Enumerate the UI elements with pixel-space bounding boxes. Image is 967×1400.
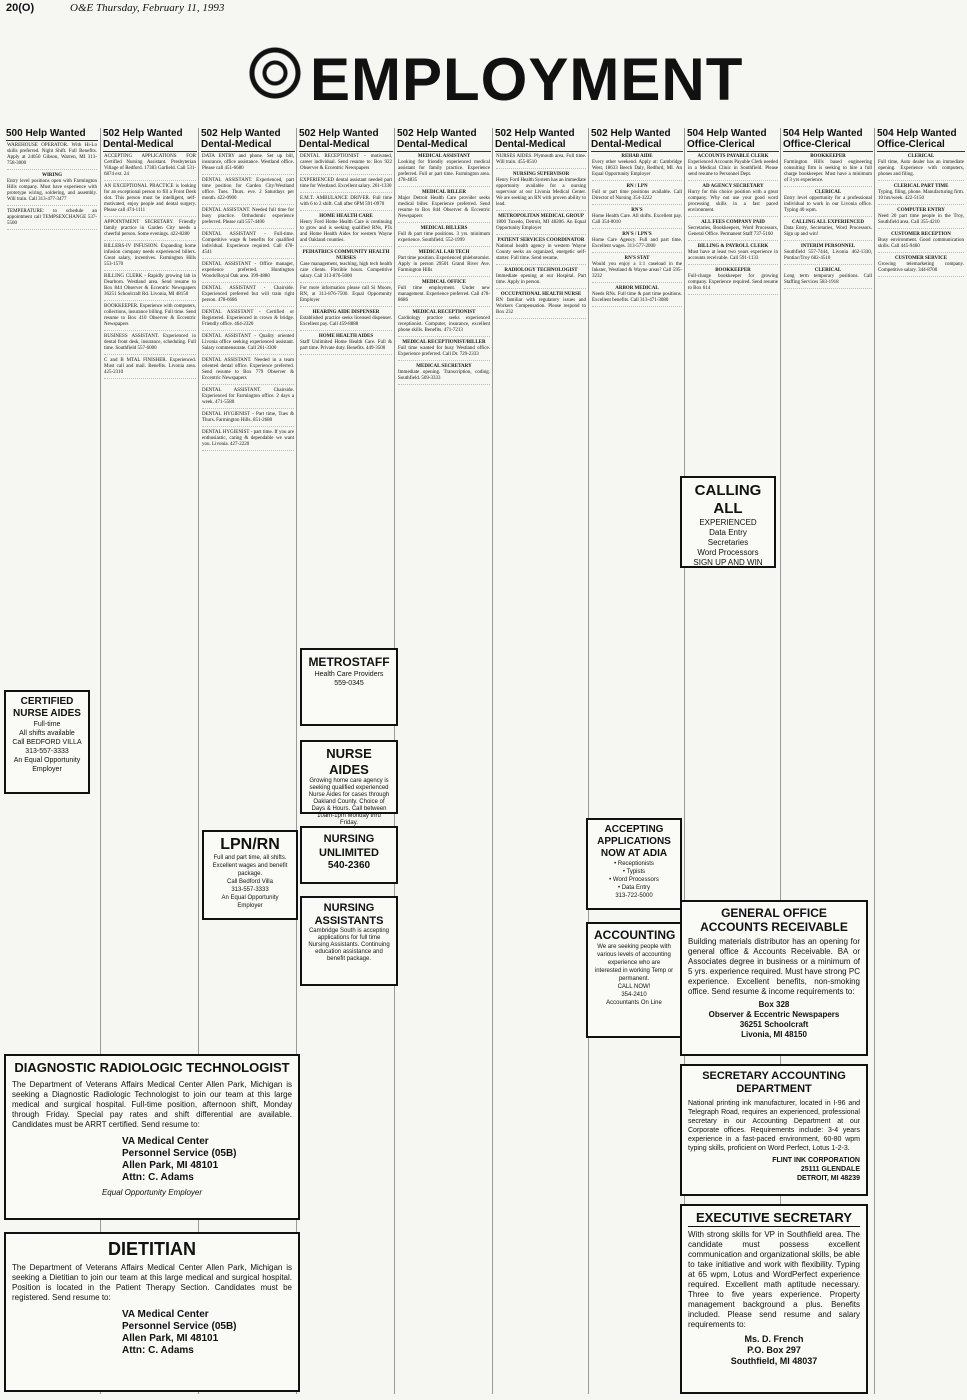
ad-line: Livonia, MI 48150 [741,1030,807,1039]
ad-line: An Equal Opportunity Employer [13,757,81,773]
classified-ad [300,178,392,193]
column-heading: 504 Help Wanted Office-Clerical [783,128,873,152]
classified-ad [104,154,196,181]
ad-line: CALL NOW! [617,984,651,990]
ad-line: Data Entry [709,528,747,537]
ad-title: CERTIFIED NURSE AIDES [13,696,81,719]
ad-heading: PATIENT SERVICES COORDINATOR [497,238,585,243]
ad-heading: CLERICAL [907,154,935,159]
ad-text: Experienced Accounts Payable Clerk needed in a Medical Clinic in Southfield. Please send resume to Personnel Dept. [688,160,778,177]
ad-lines [688,518,768,568]
ad-text: Full-charge bookkeeper for growing company. Experience required. Send resume to Box 614 [688,274,778,291]
ad-body: National printing ink manufacturer, located in I-96 and Telegraph Road, requires an experienced, professional secretary in our Accounting Department at our Corporate offices. Requirements include: 3-4 years experience in a fast-paced environment, 60-80 wpm typing skills, proficient on Word Perfect, Lotus 1-2-3. [688,1100,860,1152]
classified-ad [300,250,392,283]
ad-text: BILLING CLERK - Rapidly growing lab in Dearborn. Westland area. Send resume to Box 844 Observer & Eccentric Newspapers 36251 Schoolcraft Rd. Livonia, MI 48150 [104,274,196,297]
ad-heading: ARBOR MEDICAL [615,286,659,291]
classified-ad [202,310,294,331]
classified-ad [7,143,97,170]
ad-address [688,1156,860,1183]
ad-heading: METROPOLITAN MEDICAL GROUP [498,214,584,219]
column-heading: 502 Help Wanted Dental-Medical [397,128,491,152]
ad-line: FLINT INK CORPORATION [772,1157,860,1164]
ad-line: Personnel Service (05B) [122,1148,237,1159]
ad-heading: CLERICAL [814,268,842,273]
ad-text: DENTAL RECEPTIONIST - motivated, career individual. Send resume to: Box 922 Observer & Eccentric Newspapers [300,154,392,171]
ad-text: Data Entry, Secretaries, Word Processors. Sign up and win! [784,226,872,237]
ad-heading: HEARING AIDE DISPENSER [312,310,380,315]
ad-nurse-aides [300,740,398,826]
ad-body: Building materials distributor has an opening for general office & Accounts Receivable. BA or Associates degree in business or a minimum of 5 yrs. experience required. Must have strong PC experience. Excellent benefits, non-smoking office. Send resume & income requirements to: [688,937,860,996]
ad-heading: RN'S STAT [624,256,650,261]
ad-lines [308,928,390,963]
column-heading: 502 Help Wanted Dental-Medical [591,128,683,152]
ad-line: Attn: C. Adams [122,1172,194,1183]
ad-heading: INTERIM PERSONNEL [800,244,856,249]
ad-heading: CLERICAL [814,190,842,195]
ad-text: Entry level positions open with Farmington Hills company. Must have experience with prototype wiring, soldering, and assembly. Will train. Call 313-477-3477 [7,179,97,202]
ad-text: Must have at least two years experience in accounts receivable. Call 591-1133 [688,250,778,261]
ad-heading: MEDICAL SECRETARY [416,364,472,369]
handshake-logo-icon [248,46,308,106]
classified-ad [7,173,97,206]
ad-text: Hurry for this choice position with a great company. Why not use your good word processing skills in a fast paced environment. [688,190,778,213]
classified-column [492,128,589,1394]
classified-column [394,128,493,1394]
ad-lines [594,943,674,1007]
ad-line: EXPERIENCED [699,518,757,527]
ad-metrostaff [300,648,398,726]
classified-ad [688,244,778,265]
ad-address [688,1334,860,1367]
ad-calling-all [680,476,776,568]
ad-text: DENTAL ASSISTANT. Chairside. Experienced for Farmington office. 2 days a week. 471-5580 [202,388,294,405]
ad-lines [594,860,674,900]
ad-text: Long term temporary positions. Call Staffing Services 583-1918 [784,274,872,285]
ad-nursing-assistants [300,896,398,986]
classified-ad [104,304,196,331]
ad-heading: MEDICAL BILLER [421,190,467,195]
ad-text: DENTAL ASSISTANT. Needed full time for busy practice. Orthodontic experience preferred. Please call 557-4400 [202,208,294,225]
classified-ad [592,208,682,229]
ad-line: Attn: C. Adams [122,1345,194,1356]
ad-line: We are seeking people with various levels of accounting experience who are interested in working Temp or permanent. [594,944,674,982]
ad-heading: RADIOLOGY TECHNOLOGIST [504,268,578,273]
ad-text: DATA ENTRY and phone. Set up bill, insurance, office assistance. Westland office. Please call 451-6680 [202,154,294,171]
ad-text: Busy environment. Good communication skills. Call 445-9460 [878,238,964,249]
ad-heading: MEDICAL RECEPTIONIST/BILLER [402,340,486,345]
ad-line: Box 328 [758,1000,790,1009]
ad-line: Call Bedford Villa [227,879,273,885]
ad-secretary-accounting [680,1064,868,1196]
classified-ad [878,208,964,229]
ad-text: Henry Ford Health System has an immediate opportunity available for a nursing supervisor at our Livonia Medical Center. We are seeking an RN with proven ability to lead. [496,178,586,207]
ad-line: 354-2410 [621,992,647,998]
classified-ad [496,214,586,235]
ad-title: METROSTAFF [308,655,390,669]
ad-lines [308,860,390,872]
column-heading: 502 Help Wanted Dental-Medical [495,128,587,152]
ad-text: DENTAL ASSISTANT - Certified or Registered. Experienced in crown & bridge. Friendly office. 464-2320 [202,310,294,327]
ad-text: Entry level opportunity for a professional individual to work in our Livonia office. Typing 40 wpm. [784,196,872,213]
ad-text: Secretaries, Bookkeepers, Word Processors, General Office. Permanent Staff 737-5160 [688,226,778,237]
ad-line: DETROIT, MI 48239 [796,1175,860,1182]
ad-line: • Word Processors [609,877,659,883]
ad-text: WAREHOUSE OPERATOR. With Hi-Lo skills preferred. Night Shift. Full Benefits. Apply at 24050 Gibson, Warren, MI 313-758-3000 [7,143,97,166]
column-heading: 502 Help Wanted Dental-Medical [201,128,295,152]
ad-lines [12,720,82,774]
ad-text: Typing, filing, phone. Manufacturing firm. 10 hrs/week. 422-5150 [878,190,964,201]
ad-text: For more information please call Si Moore, RN, at 313-876-7500. Equal Opportunity Employer [300,286,392,303]
ad-line: Word Processors [697,548,759,557]
ad-line: An Equal Opportunity Employer [221,895,279,909]
ad-line: 313-722-5000 [615,893,653,899]
ad-certified-nurse [4,690,90,794]
classified-ad [202,430,294,451]
ad-text: Henry Ford Home Health Care is continuing to grow and is seeking qualified RNs, PTs and Home Health Aides for western Wayne and Oakland counties. [300,220,392,243]
ad-line: Accountants On Line [606,1000,662,1006]
ad-line: 559-0345 [334,680,364,687]
ad-title: NURSING UNLIMITED [319,833,379,859]
ad-text: Case management, teaching, high tech health care clients. Flexible hours. Competitive salary. Call 313-876-5000 [300,262,392,279]
classified-ad [784,244,872,265]
classified-ad [104,184,196,217]
ad-title: DIETITIAN [108,1239,196,1259]
ad-text: APPOINTMENT SECRETARY. Friendly family practice in Garden City needs a cheerful person. Some evenings. 422-8280 [104,220,196,237]
ad-heading: OCCUPATIONAL HEALTH NURSE [500,292,582,297]
page-header [0,0,872,16]
ad-line: 36251 Schoolcraft [739,1020,809,1029]
classified-ad [104,334,196,355]
ad-heading: COMPUTER ENTRY [897,208,945,213]
ad-text: Home Care Agency. Full and part time. Excellent wages. 313-577-2000 [592,238,682,249]
classified-ad [398,250,490,277]
ad-heading: PEDIATRICS COMMUNITY HEALTH NURSES [302,250,390,261]
classified-ad [398,226,490,247]
ad-line: VA Medical Center [122,1309,209,1320]
ad-heading: CUSTOMER SERVICE [894,256,948,261]
ad-lines [308,670,390,688]
ad-general-office [680,900,868,1056]
classified-ad [300,214,392,247]
ad-heading: CALLING ALL EXPERIENCED [792,220,864,225]
dateline: O&E Thursday, February 11, 1993 [70,2,225,14]
ad-text: Needs RNs. Full time & part time positions. Excellent benefits. Call 313-471-3080 [592,292,682,303]
classified-ad [202,388,294,409]
ad-text: E.M.T. AMBULANCE DRIVER. Full time with 6 to 2 shift. Call after 6PM 591-0970 [300,196,392,207]
ad-accounting [586,922,682,1038]
ad-text: NURSES AIDES. Plymouth area. Full time. Will train. 455-0510 [496,154,586,165]
ad-address [122,1309,292,1357]
ad-title: LPN/RN [220,836,280,853]
classified-ad [496,268,586,289]
ad-text: Cardiology practice seeks experienced receptionist. Computer, insurance, excellent phone skills. Benefits. 471-7213 [398,316,490,333]
ad-heading: REHAB AIDE [621,154,653,159]
ad-heading: CUSTOMER RECEPTION [891,232,951,237]
ad-dietitian [4,1232,300,1392]
ad-title: CALLING ALL [694,482,762,517]
classified-ad [104,220,196,241]
ad-line: Growing home care agency is seeking qualified experienced Nurse Aides for cases through Oakland County. Choice of Days & Hours. Call between 10am-1pm Monday thru Friday. [308,778,390,826]
ad-text: DENTAL ASSISTANT - Full-time. Competitive wage & benefits for qualified individual. Experience required. Call 478-4541 [202,232,294,255]
classified-ad [202,358,294,385]
column-heading: 502 Help Wanted Dental-Medical [299,128,393,152]
ad-text: Home Health Care. All shifts. Excellent pay. Call 354-0010 [592,214,682,225]
ad-title: DIAGNOSTIC RADIOLOGIC TECHNOLOGIST [14,1060,290,1075]
ad-heading: ACCOUNTS PAYABLE CLERK [697,154,769,159]
classified-ad [300,310,392,331]
ad-text: DENTAL ASSISTANT - Office manager, experience preferred. Huntington Woods/Royal Oak area. 399-4880 [202,262,294,279]
ad-line: • Typists [622,869,646,875]
ad-heading: NURSING SUPERVISOR [512,172,570,177]
ad-text: Farmington Hills based engineering consulting firm is seeking to hire a full charge bookkeeper. Must have a minimum of 3 yrs experience. [784,160,872,183]
classified-ad [878,154,964,181]
classified-ad [202,262,294,283]
ad-line: All shifts available [19,730,75,737]
page-number: 20(O) [6,2,35,14]
ad-text: AN EXCEPTIONAL PRACTICE is looking for an exceptional person to fill a Front Desk slot. This person must be intelligent, self-motivated, enjoy people and dental surgery. Please call 474-1111 [104,184,196,213]
ad-line: Cambridge South is accepting applications for full time Nursing Assistants. Continuing education assistance and benefit package. [308,928,390,962]
ad-heading: MEDICAL OFFICE [421,280,467,285]
ad-text: Major Detroit Health Care provider seeks medical biller. Experience preferred. Send resume to Box 844 Observer & Eccentric Newspapers [398,196,490,219]
ad-line: P.O. Box 297 [747,1345,801,1355]
ad-heading: MEDICAL BILLERS [420,226,468,231]
classified-ad [398,364,490,385]
classified-ad [104,358,196,379]
ad-text: Part time position. Experienced phlebotomist. Apply in person 29501 Grand River Ave. Farmington Hills [398,256,490,273]
ad-line: Ms. D. French [744,1334,804,1344]
ad-text: BILLERS-IV INFUSION. Expanding home infusion company needs experienced billers. Great salary, incentives. Farmington Hills 553-1570 [104,244,196,267]
ad-heading: MEDICAL ASSISTANT [417,154,471,159]
ad-title: ACCOUNTING [594,928,676,942]
classified-ad [688,268,778,295]
classified-column [588,128,685,1394]
classified-ad [104,244,196,271]
ad-title: SECRETARY ACCOUNTING DEPARTMENT [702,1070,846,1095]
classified-ad [398,280,490,307]
ad-accepting-applications [586,818,682,910]
classified-ad [202,154,294,175]
classified-ad [878,184,964,205]
ad-text: TEMPERATURE: to schedule an appointment call TEMPSEXCHANGE 537-5500 [7,209,97,226]
ad-line: Southfield, MI 48037 [730,1356,818,1366]
column-heading: 502 Help Wanted Dental-Medical [103,128,197,152]
classified-ad [496,172,586,211]
ad-text: BUSINESS ASSISTANT. Experienced in dental front desk, insurance, scheduling. Full time. Southfield 557-6000 [104,334,196,351]
classified-ad [202,412,294,427]
ad-line: Allen Park, MI 48101 [122,1160,219,1171]
ad-title: NURSING ASSISTANTS [314,902,384,927]
ad-heading: RN / LPN [626,184,648,189]
classified-ad [784,268,872,289]
ad-line: • Receptionists [614,861,654,867]
ad-lines [308,778,390,827]
ad-line: Full and part time, all shifts. Excellent wages and benefit package. [212,855,288,877]
ad-text: DENTAL ASSISTANT - Chairside. Experienced preferred but will train right person. 478-6686 [202,286,294,303]
ad-line: Allen Park, MI 48101 [122,1333,219,1344]
ad-text: Looking for friendly experienced medical assistant for family practice. Experience preferred. Full or part time. Farmington area. 478-4835 [398,160,490,183]
ad-line: 25111 GLENDALE [800,1166,860,1173]
ad-text: Staff Unlimited Home Health Care. Full & part time. Private duty. Benefits. 449-3500 [300,340,392,351]
ad-text: Established practice seeks licensed dispenser. Excellent pay. Call 459-8888 [300,316,392,327]
classified-ad [202,178,294,205]
ad-line: 540-2360 [327,860,371,871]
classified-ad [398,310,490,337]
section-banner [0,36,872,124]
ad-line: Secretaries [707,538,749,547]
ad-text: National health agency in western Wayne County seeks an organized, energetic self-starter. Full time. Send resume. [496,244,586,261]
ad-line: Observer & Eccentric Newspapers [708,1010,840,1019]
ad-text: DENTAL HYGIENIST - part time. If you are enthusiastic, caring & dependable we want you. Livonia. 427-2220 [202,430,294,447]
ad-heading: ALL FEES COMPANY PAID [701,220,765,225]
classified-ad [7,209,97,230]
ad-text: DENTAL ASSISTANT. Needed in a team oriented dental office. Experience preferred. Send resume to Box 779 Observer & Eccentric Newspapers [202,358,294,381]
ad-heading: CLERICAL PART TIME [893,184,949,189]
classified-ad [398,154,490,187]
ad-heading: HOME HEALTH CARE [319,214,373,219]
ad-title: ACCEPTING APPLICATIONS NOW AT ADIA [597,824,671,859]
ad-text: Immediate opening. Transcription, coding. Southfield. 569-3333 [398,370,490,381]
classified-ad [202,286,294,307]
classified-ad [878,256,964,277]
classified-ad [398,190,490,223]
ad-heading: MEDICAL RECEPTIONIST [412,310,476,315]
ad-lpn-rn [202,830,298,920]
ad-text: DENTAL ASSISTANT. Experienced, part time position for Garden City/Westland office. Tues. Thurs. eve. 2 Saturdays per month. 422-0900 [202,178,294,201]
ad-heading: AD AGENCY SECRETARY [702,184,764,189]
classified-ad [398,340,490,361]
ad-title: GENERAL OFFICE ACCOUNTS RECEIVABLE [700,906,848,934]
ad-line: 313-557-3333 [231,887,269,893]
ad-line: VA Medical Center [122,1136,209,1147]
ad-text: Need 20 part time people in the Troy, Southfield area. Call 355-4210 [878,214,964,225]
ad-text: C and B MTAL FINISHER. Experienced. Must call and mail. Benefits. Livonia area. 425-2310 [104,358,196,375]
ad-text: Full time employment. Under new management. Experience preferred. Call 478-8686 [398,286,490,303]
ad-body: The Department of Veterans Affairs Medical Center Allen Park, Michigan is seeking a Diagnostic Radiologic Technologist to join our team at this large medical and surgical hospital. Full-time position, afternoon shift, Monday through Friday. Special pay rates and shift differential are available. Candidates must be ARRT certified. Send resume to: [12,1080,292,1129]
classified-ad [784,154,872,187]
classified-ad [592,184,682,205]
classified-ad [202,232,294,259]
ad-text: BOOKKEEPER. Experience with computers, collections, insurance billing. Full time. Send resume to Box 410 Observer & Eccentric Newspapers [104,304,196,327]
ad-text: Would you enjoy a 1:1 caseload in the Inkster, Westland & Wayne areas? Call 595-3232 [592,262,682,279]
ad-text: Full time wanted for busy Westland office. Experience preferred. Call Dr. 729-2333 [398,346,490,357]
ad-text: DENTAL HYGIENIST - Part time, Tues & Thurs. Farmington Hills. 851-2680 [202,412,294,423]
classified-ad [784,220,872,241]
ad-heading: BOOKKEEPER [810,154,846,159]
ad-text: Full or part time positions available. Call Director of Nursing 354-3222 [592,190,682,201]
classified-ad [784,190,872,217]
ad-text: Full & part time positions. 3 yrs. minimum experience. Southfield. 552-1999 [398,232,490,243]
ad-line: Full-time [33,721,61,728]
ad-text: EXPERIENCED dental assistant needed part time for Westland. Excellent salary. 261-1330 [300,178,392,189]
classified-ad [592,286,682,307]
column-heading: 504 Help Wanted Office-Clerical [687,128,779,152]
ad-line: SIGN UP AND WIN [693,558,763,567]
classified-ad [300,154,392,175]
classified-ad [202,208,294,229]
ad-heading: RN'S / LPN'S [622,232,652,237]
ad-address [688,1000,860,1040]
ad-line: Personnel Service (05B) [122,1321,237,1332]
classified-ad [496,154,586,169]
ad-line: Call BEDFORD VILLA [12,739,82,746]
ad-body: The Department of Veterans Affairs Medical Center Allen Park, Michigan is seeking a Dietitian to join our team at this large medical and surgical hospital. Position is located in the Patient Therapy Section. Candidates must be registered. Send resume to: [12,1263,292,1302]
column-heading: 500 Help Wanted [6,128,98,141]
ad-body: With strong skills for VP in Southfield area. The candidate must possess excellent communication and organizational skills, be able to take initiative and work with flexibility. Typing at 65 wpm, Lotus and WordPerfect experience required. Excellent math aptitude necessary. Three to five years experience. Property management background a plus. Benefits included. Please send resume and salary requirements to: [688,1230,860,1329]
ad-text: Southfield 557-7444, Livonia 462-1330, Pontiac/Troy 682-4510 [784,250,872,261]
ad-heading: BOOKKEEPER [715,268,751,273]
ad-text: RN familiar with regulatory issues and Workers Compensation. Please respond to Box 232 [496,298,586,315]
classified-ad [878,232,964,253]
ad-address [122,1136,292,1184]
ad-heading: RN'S [631,208,643,213]
ad-heading: BILLING & PAYROLL CLERK [697,244,769,249]
ad-radiologic-technologist [4,1054,300,1220]
classified-ad [104,274,196,301]
ad-title: NURSE AIDES [326,746,372,777]
classified-ad [300,196,392,211]
ad-heading: MEDICAL LAB TECH [418,250,470,255]
ad-footer: Equal Opportunity Employer [101,1188,203,1197]
classified-ad [688,154,778,181]
column-heading: 504 Help Wanted Office-Clerical [877,128,965,152]
classified-ad [592,232,682,253]
ad-text: Growing telemarketing company. Competitive salary. 344-8700 [878,262,964,273]
ad-text: Every other weekend. Apply at: Cambridge West, 18633 Beech Daly, Redford, MI. An Equal Opportunity Employer [592,160,682,177]
section-title: EMPLOYMENT [310,46,744,113]
ad-line: Health Care Providers [314,671,384,678]
ad-text: DENTAL ASSISTANT - Quality oriented Livonia office seeking experienced assistant. Salary commensurate. Call 261-3300 [202,334,294,351]
ad-text: ACCEPTING APPLICATIONS FOR Certified Nursing Assistant. Presbyterian Village of Redford. 17383 Garfield. Call 531-6874 ext. 24 [104,154,196,177]
ad-text: Full time, Auto dealer has an immediate opening. Experience with computers, phones and filing. [878,160,964,177]
classified-ad [688,220,778,241]
ad-text: 1800 Tuxedo, Detroit, MI 48206. An Equal Opportunity Employer [496,220,586,231]
ad-title: EXECUTIVE SECRETARY [688,1210,860,1227]
ad-lines [210,854,290,910]
classified-ad [688,184,778,217]
ad-heading: HOME HEALTH AIDES [318,334,374,339]
classified-ad [592,256,682,283]
ad-line: 313-557-3333 [25,748,69,755]
ad-text: Immediate opening at our Hospital. Part time. Apply in person. [496,274,586,285]
ad-heading: WIRING [41,173,62,178]
ad-executive-secretary [680,1204,868,1394]
classified-ad [496,238,586,265]
classified-ad [300,334,392,355]
classified-ad [300,286,392,307]
classified-ad [592,154,682,181]
classified-ad [202,334,294,355]
ad-nursing-unlimited [300,826,398,884]
classified-column [874,128,967,1394]
classified-ad [496,292,586,319]
ad-line: • Data Entry [617,885,651,891]
